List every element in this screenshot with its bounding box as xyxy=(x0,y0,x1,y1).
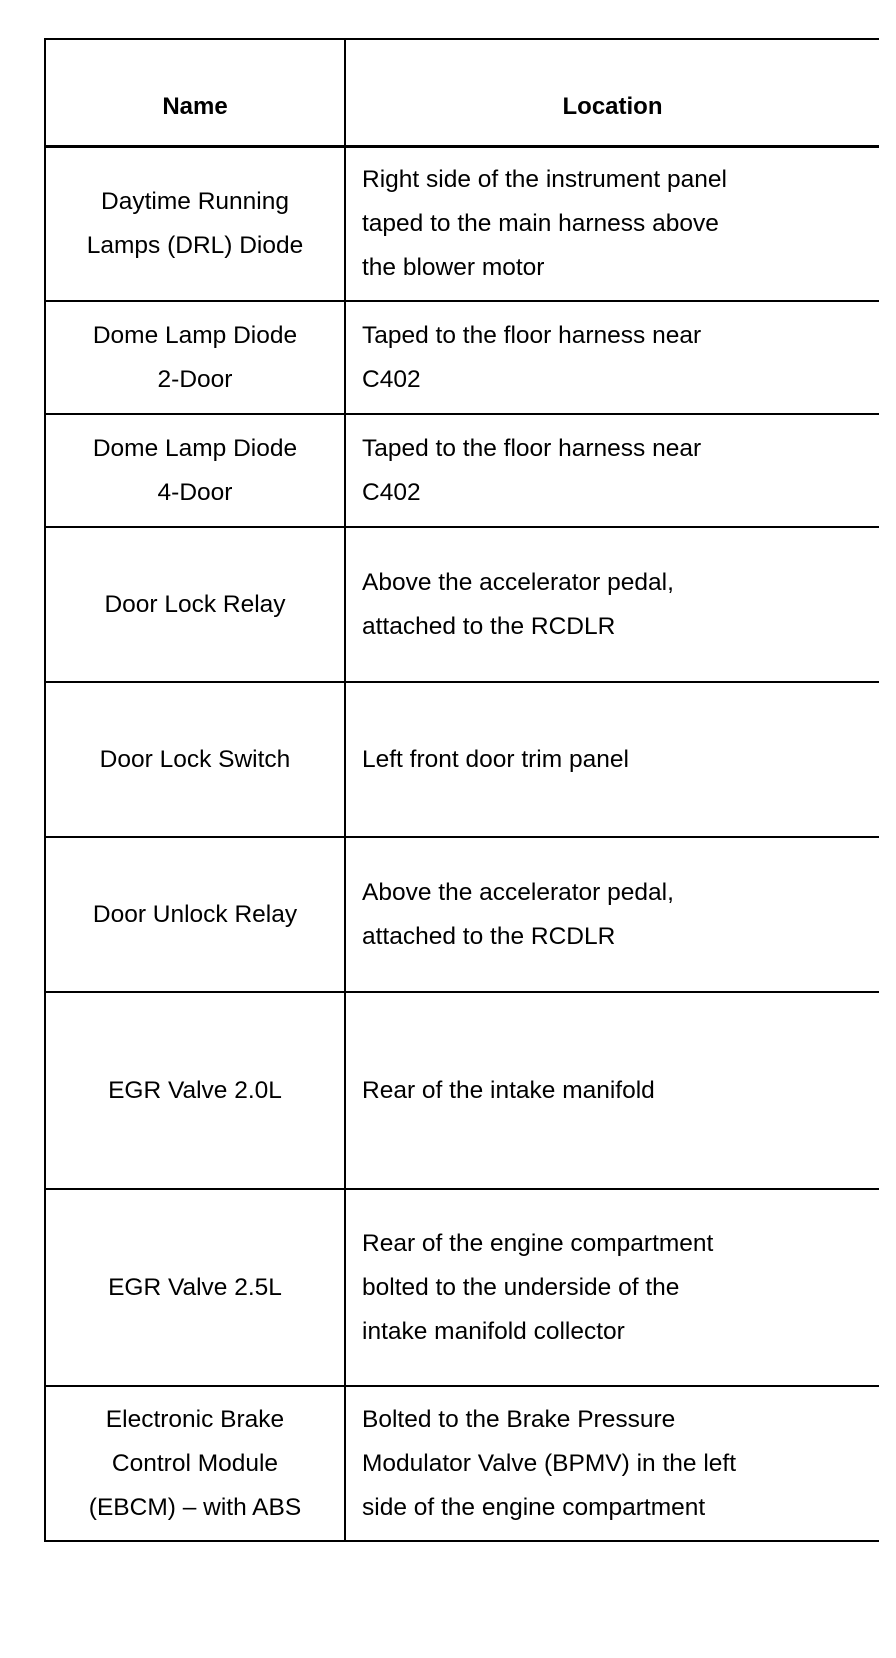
table-row xyxy=(45,146,879,301)
table-row xyxy=(45,527,879,682)
name-cell: Door Lock Switch xyxy=(45,682,345,837)
location-cell: Taped to the floor harness near C402 xyxy=(345,414,879,527)
table-row xyxy=(45,1189,879,1386)
table-row xyxy=(45,992,879,1189)
name-cell: EGR Valve 2.5L xyxy=(45,1189,345,1386)
header-row xyxy=(45,39,879,146)
location-cell: Right side of the instrument panel taped to the main harness above the blower motor xyxy=(345,146,879,301)
table-row xyxy=(45,682,879,837)
name-cell: Electronic Brake Control Module (EBCM) – with ABS xyxy=(45,1386,345,1541)
location-cell: Rear of the intake manifold xyxy=(345,992,879,1189)
name-cell: Dome Lamp Diode 4-Door xyxy=(45,414,345,527)
location-cell: Above the accelerator pedal, attached to the RCDLR xyxy=(345,837,879,992)
location-cell: Above the accelerator pedal, attached to the RCDLR xyxy=(345,527,879,682)
name-cell: Door Lock Relay xyxy=(45,527,345,682)
name-column-header: Name xyxy=(45,39,345,146)
location-cell: Left front door trim panel xyxy=(345,682,879,837)
name-cell: Dome Lamp Diode 2-Door xyxy=(45,301,345,414)
location-cell: Rear of the engine compartment bolted to the underside of the intake manifold collector xyxy=(345,1189,879,1386)
name-cell: Daytime Running Lamps (DRL) Diode xyxy=(45,146,345,301)
name-cell: EGR Valve 2.0L xyxy=(45,992,345,1189)
table-row xyxy=(45,301,879,414)
location-column-header: Location xyxy=(345,39,879,146)
location-cell: Bolted to the Brake Pressure Modulator Valve (BPMV) in the left side of the engine compartment xyxy=(345,1386,879,1541)
table-row xyxy=(45,837,879,992)
component-location-table xyxy=(44,38,879,1542)
table-row xyxy=(45,1386,879,1541)
table-row xyxy=(45,414,879,527)
name-cell: Door Unlock Relay xyxy=(45,837,345,992)
location-cell: Taped to the floor harness near C402 xyxy=(345,301,879,414)
